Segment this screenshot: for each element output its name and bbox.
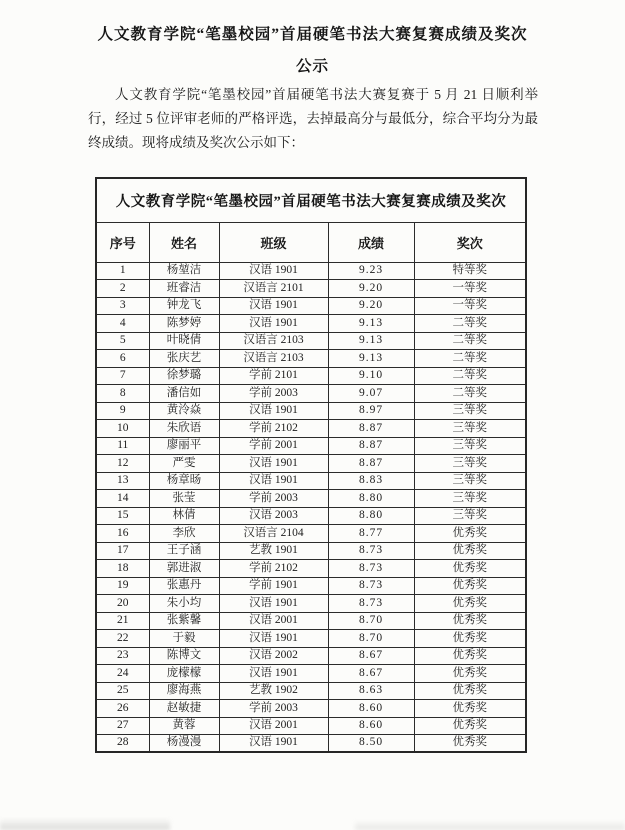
table-cell-score: 8.73 xyxy=(328,542,414,560)
table-cell-name: 黄泠焱 xyxy=(149,402,219,420)
table-cell-index: 4 xyxy=(96,315,149,333)
table-cell-name: 王子涵 xyxy=(149,542,219,560)
table-cell-award: 优秀奖 xyxy=(414,700,526,718)
table-cell-award: 二等奖 xyxy=(414,332,526,350)
column-header-class: 班级 xyxy=(219,222,328,262)
table-cell-score: 9.13 xyxy=(328,315,414,333)
table-cell-award: 优秀奖 xyxy=(414,665,526,683)
table-cell-award: 三等奖 xyxy=(414,402,526,420)
table-cell-score: 9.07 xyxy=(328,385,414,403)
table-cell-award: 三等奖 xyxy=(414,490,526,508)
table-cell-award: 优秀奖 xyxy=(414,595,526,613)
table-cell-name: 李欣 xyxy=(149,525,219,543)
table-cell-score: 8.97 xyxy=(328,402,414,420)
table-cell-score: 8.67 xyxy=(328,647,414,665)
table-cell-name: 叶晓倩 xyxy=(149,332,219,350)
table-cell-index: 25 xyxy=(96,682,149,700)
table-cell-score: 8.70 xyxy=(328,630,414,648)
scan-artifact-right xyxy=(355,820,625,830)
table-cell-score: 8.80 xyxy=(328,490,414,508)
column-header-index: 序号 xyxy=(96,222,149,262)
table-row xyxy=(96,612,526,630)
table-cell-score: 8.77 xyxy=(328,525,414,543)
table-cell-class: 汉语 1901 xyxy=(219,735,328,753)
table-row xyxy=(96,455,526,473)
table-row xyxy=(96,332,526,350)
table-cell-award: 三等奖 xyxy=(414,472,526,490)
table-cell-score: 8.87 xyxy=(328,420,414,438)
table-cell-class: 学前 2102 xyxy=(219,560,328,578)
table-cell-index: 19 xyxy=(96,577,149,595)
table-cell-class: 汉语言 2101 xyxy=(219,280,328,298)
table-cell-name: 黄蓉 xyxy=(149,717,219,735)
table-cell-score: 9.23 xyxy=(328,262,414,280)
table-row xyxy=(96,717,526,735)
table-row xyxy=(96,525,526,543)
table-cell-name: 杨漫漫 xyxy=(149,735,219,753)
table-cell-index: 23 xyxy=(96,647,149,665)
table-cell-score: 8.73 xyxy=(328,595,414,613)
table-cell-class: 汉语 1901 xyxy=(219,297,328,315)
table-cell-class: 汉语 2001 xyxy=(219,612,328,630)
table-row xyxy=(96,647,526,665)
table-caption: 人文教育学院“笔墨校园”首届硬笔书法大赛复赛成绩及奖次 xyxy=(96,178,526,222)
table-cell-score: 8.60 xyxy=(328,717,414,735)
table-cell-class: 学前 1901 xyxy=(219,577,328,595)
table-cell-class: 汉语 1901 xyxy=(219,630,328,648)
scan-artifact-left xyxy=(0,818,170,830)
table-cell-index: 13 xyxy=(96,472,149,490)
table-cell-index: 18 xyxy=(96,560,149,578)
table-cell-name: 朱欣语 xyxy=(149,420,219,438)
table-cell-award: 二等奖 xyxy=(414,385,526,403)
column-header-award: 奖次 xyxy=(414,222,526,262)
table-cell-award: 一等奖 xyxy=(414,297,526,315)
table-cell-name: 张紫馨 xyxy=(149,612,219,630)
table-cell-name: 张庆艺 xyxy=(149,350,219,368)
table-row xyxy=(96,630,526,648)
table-cell-award: 三等奖 xyxy=(414,507,526,525)
table-cell-class: 汉语 2001 xyxy=(219,717,328,735)
table-cell-index: 15 xyxy=(96,507,149,525)
table-cell-index: 17 xyxy=(96,542,149,560)
table-cell-score: 9.20 xyxy=(328,297,414,315)
table-cell-name: 廖丽平 xyxy=(149,437,219,455)
table-cell-index: 10 xyxy=(96,420,149,438)
table-cell-index: 7 xyxy=(96,367,149,385)
table-cell-award: 三等奖 xyxy=(414,420,526,438)
table-cell-award: 优秀奖 xyxy=(414,630,526,648)
table-cell-class: 汉语 2003 xyxy=(219,507,328,525)
column-header-score: 成绩 xyxy=(328,222,414,262)
table-cell-class: 汉语 1901 xyxy=(219,402,328,420)
table-row xyxy=(96,490,526,508)
table-cell-score: 9.13 xyxy=(328,332,414,350)
results-table-body xyxy=(96,262,526,752)
table-cell-award: 特等奖 xyxy=(414,262,526,280)
table-cell-name: 张莹 xyxy=(149,490,219,508)
table-cell-class: 汉语 1901 xyxy=(219,595,328,613)
table-row xyxy=(96,577,526,595)
table-row xyxy=(96,472,526,490)
table-cell-score: 8.87 xyxy=(328,437,414,455)
table-cell-index: 26 xyxy=(96,700,149,718)
table-cell-score: 8.60 xyxy=(328,700,414,718)
table-cell-score: 8.70 xyxy=(328,612,414,630)
table-cell-name: 潘信如 xyxy=(149,385,219,403)
table-row xyxy=(96,262,526,280)
table-cell-award: 优秀奖 xyxy=(414,560,526,578)
table-row xyxy=(96,682,526,700)
table-cell-score: 8.63 xyxy=(328,682,414,700)
table-cell-award: 优秀奖 xyxy=(414,717,526,735)
table-cell-name: 陈博文 xyxy=(149,647,219,665)
table-cell-name: 朱小均 xyxy=(149,595,219,613)
table-cell-class: 学前 2001 xyxy=(219,437,328,455)
table-cell-class: 学前 2101 xyxy=(219,367,328,385)
table-cell-score: 8.50 xyxy=(328,735,414,753)
table-cell-class: 艺教 1901 xyxy=(219,542,328,560)
table-cell-class: 汉语 1901 xyxy=(219,472,328,490)
table-cell-class: 汉语 1901 xyxy=(219,665,328,683)
table-cell-index: 21 xyxy=(96,612,149,630)
table-cell-class: 汉语言 2103 xyxy=(219,332,328,350)
table-cell-class: 汉语 1901 xyxy=(219,262,328,280)
table-cell-name: 杨堃洁 xyxy=(149,262,219,280)
intro-paragraph: 人文教育学院“笔墨校园”首届硬笔书法大赛复赛于 5 月 21 日顺利举行，经过 5 位评审老师的严格评选，去掉最高分与最低分，综合平均分为最终成绩。现将成绩及奖次公示如下： xyxy=(88,87,538,150)
table-cell-award: 一等奖 xyxy=(414,280,526,298)
table-row xyxy=(96,402,526,420)
table-row xyxy=(96,297,526,315)
table-cell-award: 三等奖 xyxy=(414,455,526,473)
table-row xyxy=(96,420,526,438)
table-cell-score: 9.20 xyxy=(328,280,414,298)
table-cell-score: 8.67 xyxy=(328,665,414,683)
table-cell-name: 陈梦婷 xyxy=(149,315,219,333)
table-row xyxy=(96,280,526,298)
table-row xyxy=(96,542,526,560)
table-cell-award: 二等奖 xyxy=(414,367,526,385)
table-cell-name: 班睿洁 xyxy=(149,280,219,298)
table-row xyxy=(96,367,526,385)
table-cell-name: 张惠丹 xyxy=(149,577,219,595)
table-cell-class: 汉语言 2103 xyxy=(219,350,328,368)
table-cell-name: 钟龙飞 xyxy=(149,297,219,315)
table-cell-award: 优秀奖 xyxy=(414,647,526,665)
table-cell-name: 杨章旸 xyxy=(149,472,219,490)
table-cell-index: 14 xyxy=(96,490,149,508)
table-cell-award: 优秀奖 xyxy=(414,682,526,700)
table-cell-index: 11 xyxy=(96,437,149,455)
table-cell-score: 8.80 xyxy=(328,507,414,525)
table-cell-index: 22 xyxy=(96,630,149,648)
table-cell-name: 于毅 xyxy=(149,630,219,648)
table-cell-index: 28 xyxy=(96,735,149,753)
page-title-line2: 公示 xyxy=(295,58,329,75)
table-row xyxy=(96,560,526,578)
table-cell-class: 艺教 1902 xyxy=(219,682,328,700)
table-cell-class: 学前 2102 xyxy=(219,420,328,438)
table-cell-name: 严雯 xyxy=(149,455,219,473)
table-cell-index: 27 xyxy=(96,717,149,735)
table-cell-index: 2 xyxy=(96,280,149,298)
table-cell-class: 学前 2003 xyxy=(219,385,328,403)
table-cell-index: 5 xyxy=(96,332,149,350)
table-row xyxy=(96,350,526,368)
table-cell-index: 6 xyxy=(96,350,149,368)
table-row xyxy=(96,315,526,333)
table-cell-index: 16 xyxy=(96,525,149,543)
table-cell-award: 二等奖 xyxy=(414,315,526,333)
table-cell-index: 8 xyxy=(96,385,149,403)
page-title-line1: 人文教育学院“笔墨校园”首届硬笔书法大赛复赛成绩及奖次 xyxy=(97,26,528,43)
table-cell-award: 优秀奖 xyxy=(414,735,526,753)
table-cell-index: 24 xyxy=(96,665,149,683)
table-cell-score: 8.73 xyxy=(328,560,414,578)
table-header-row xyxy=(96,222,526,262)
table-cell-score: 9.13 xyxy=(328,350,414,368)
table-row xyxy=(96,595,526,613)
table-cell-index: 1 xyxy=(96,262,149,280)
table-cell-class: 汉语言 2104 xyxy=(219,525,328,543)
table-cell-class: 学前 2003 xyxy=(219,490,328,508)
column-header-name: 姓名 xyxy=(149,222,219,262)
table-cell-award: 优秀奖 xyxy=(414,525,526,543)
table-cell-award: 优秀奖 xyxy=(414,577,526,595)
table-cell-score: 8.73 xyxy=(328,577,414,595)
table-cell-name: 郭进淑 xyxy=(149,560,219,578)
table-cell-class: 汉语 1901 xyxy=(219,315,328,333)
table-row xyxy=(96,735,526,753)
table-cell-name: 林倩 xyxy=(149,507,219,525)
table-row xyxy=(96,385,526,403)
table-cell-name: 庞檬檬 xyxy=(149,665,219,683)
table-cell-index: 20 xyxy=(96,595,149,613)
table-cell-award: 优秀奖 xyxy=(414,612,526,630)
table-row xyxy=(96,437,526,455)
results-table xyxy=(95,177,527,753)
table-cell-name: 徐梦璐 xyxy=(149,367,219,385)
table-row xyxy=(96,507,526,525)
table-caption-row xyxy=(96,178,526,222)
table-cell-award: 优秀奖 xyxy=(414,542,526,560)
table-cell-index: 3 xyxy=(96,297,149,315)
table-cell-class: 汉语 2002 xyxy=(219,647,328,665)
table-cell-score: 9.10 xyxy=(328,367,414,385)
table-cell-name: 廖海燕 xyxy=(149,682,219,700)
table-row xyxy=(96,700,526,718)
table-cell-class: 学前 2003 xyxy=(219,700,328,718)
table-cell-score: 8.83 xyxy=(328,472,414,490)
table-cell-award: 三等奖 xyxy=(414,437,526,455)
table-cell-index: 9 xyxy=(96,402,149,420)
table-row xyxy=(96,665,526,683)
table-cell-score: 8.87 xyxy=(328,455,414,473)
table-cell-class: 汉语 1901 xyxy=(219,455,328,473)
table-cell-award: 二等奖 xyxy=(414,350,526,368)
table-cell-name: 赵敏捷 xyxy=(149,700,219,718)
table-cell-index: 12 xyxy=(96,455,149,473)
